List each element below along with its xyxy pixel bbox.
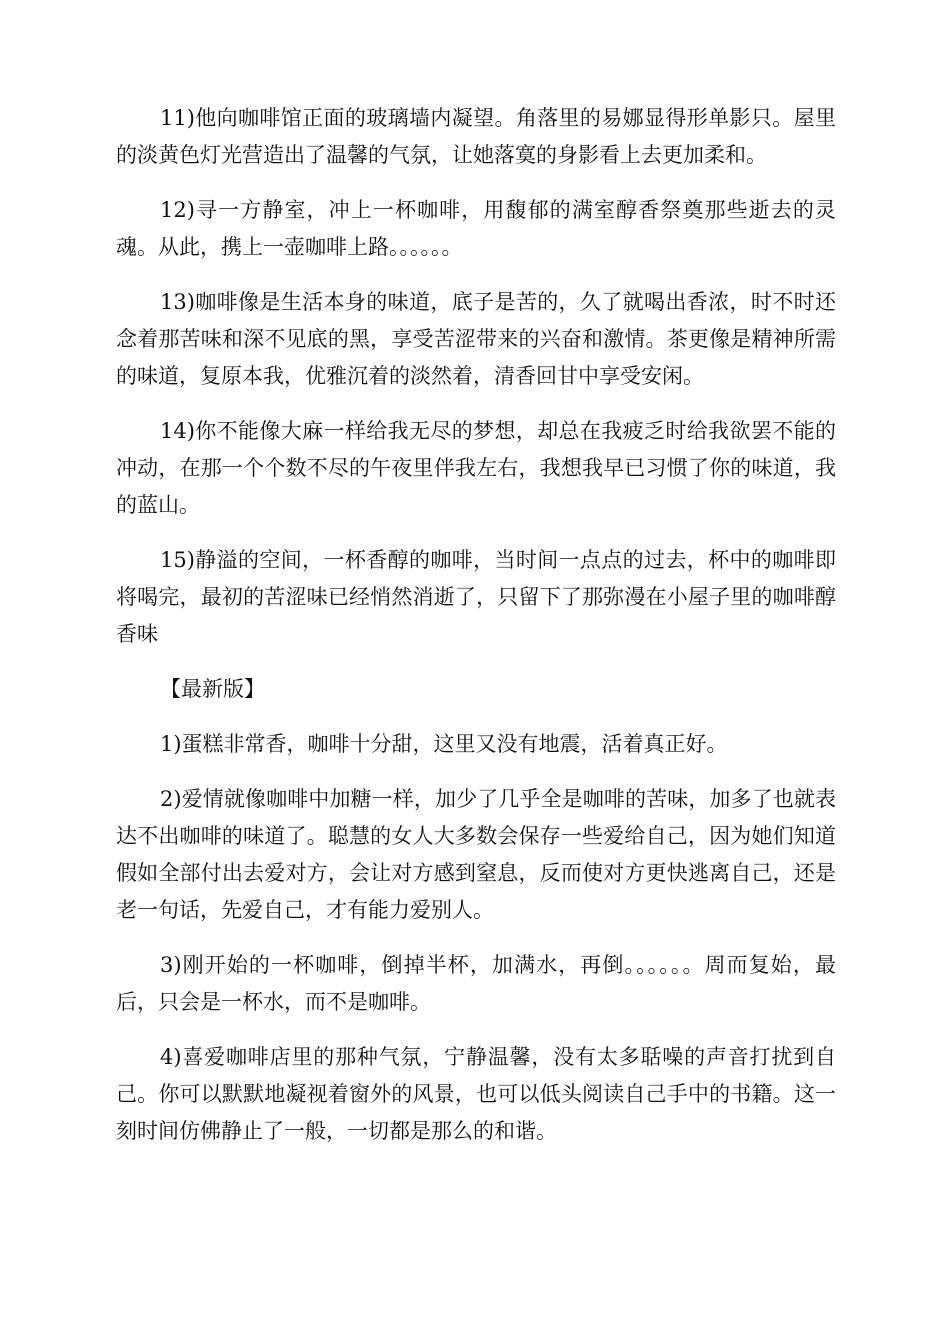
paragraph-new-1: 1)蛋糕非常香，咖啡十分甜，这里又没有地震，活着真正好。 xyxy=(160,732,728,756)
paragraph-13: 13)咖啡像是生活本身的味道，底子是苦的，久了就喝出香浓，时不时还念着那苦味和深不见底的黑，享受苦涩带来的兴奋和激情。茶更像是精神所需的味道，复原本我，优雅沉着的淡然着，清香回甘中享受安闲。 xyxy=(116,290,836,388)
paragraph-new-2: 2)爱情就像咖啡中加糖一样，加少了几乎全是咖啡的苦味，加多了也就表达不出咖啡的味道了。聪慧的女人大多数会保存一些爱给自己，因为她们知道假如全部付出去爱对方，会让对方感到窒息，反而使对方更快逃离自己，还是老一句话，先爱自己，才有能力爱别人。 xyxy=(116,787,836,922)
paragraph-14: 14)你不能像大麻一样给我无尽的梦想，却总在我疲乏时给我欲罢不能的冲动，在那一个个数不尽的午夜里伴我左右，我想我早已习惯了你的味道，我的蓝山。 xyxy=(116,419,836,517)
paragraph-new-3: 3)刚开始的一杯咖啡，倒掉半杯，加满水，再倒。。。。。。周而复始，最后，只会是一杯水，而不是咖啡。 xyxy=(116,953,836,1014)
paragraph-15: 15)静溢的空间，一杯香醇的咖啡，当时间一点点的过去，杯中的咖啡即将喝完，最初的苦涩味已经悄然消逝了，只留下了那弥漫在小屋子里的咖啡醇香味 xyxy=(116,548,836,646)
paragraph-12: 12)寻一方静室，冲上一杯咖啡，用馥郁的满室醇香祭奠那些逝去的灵魂。从此，携上一壶咖啡上路。。。。。。 xyxy=(116,198,836,259)
paragraph-new-4: 4)喜爱咖啡店里的那种气氛，宁静温馨，没有太多聒噪的声音打扰到自己。你可以默默地凝视着窗外的风景，也可以低头阅读自己手中的书籍。这一刻时间仿佛静止了一般，一切都是那么的和谐。 xyxy=(116,1045,836,1143)
paragraph-11: 11)他向咖啡馆正面的玻璃墙内凝望。角落里的易娜显得形单影只。屋里的淡黄色灯光营造出了温馨的气氛，让她落寞的身影看上去更加柔和。 xyxy=(116,106,836,167)
document-page xyxy=(116,100,836,1168)
section-heading: 【最新版】 xyxy=(160,677,265,701)
